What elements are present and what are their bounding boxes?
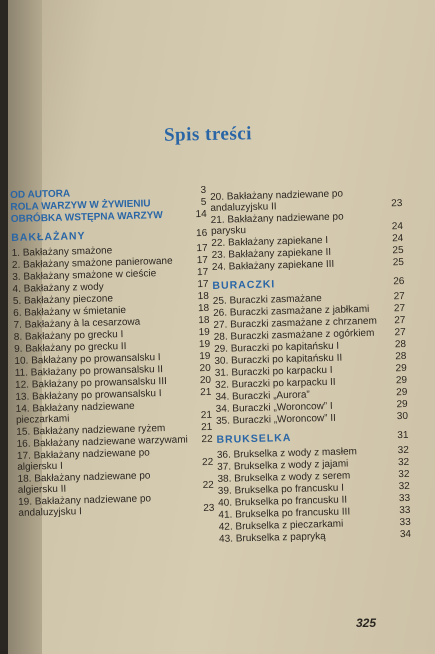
toc-entry-page: 32 (398, 468, 410, 481)
toc-entry-page: 33 (398, 492, 411, 505)
toc-entry-title: 34. Buraczki „Woroncow” I (215, 400, 333, 415)
toc-entry-page: 24 (391, 220, 404, 233)
book-page (8, 0, 435, 654)
toc-entry-title: 16. Bakłażany nadziewane warzywami (16, 434, 188, 450)
toc-entry-title: 38. Brukselka z wody z serem (217, 470, 351, 485)
toc-entry-page: 19 (198, 326, 210, 339)
toc-section (212, 276, 404, 292)
toc-entry-page: 33 (399, 504, 411, 517)
toc-entry-page: 18 (197, 302, 210, 315)
toc-entry-page: 17 (197, 278, 209, 291)
toc-entry-title: 26. Buraczki zasmażane z jabłkami (213, 303, 370, 319)
toc-entry-page: 29 (396, 398, 408, 411)
toc-section (11, 228, 207, 244)
toc-entry-page: 23 (391, 197, 403, 210)
toc-entry-page: 27 (393, 302, 406, 315)
toc-entry-page: 27 (394, 326, 406, 339)
toc-entry-page: 24 (392, 232, 404, 245)
toc-entry-title: 2. Bakłażany smażone panierowane (11, 255, 173, 271)
toc-entry-page: 29 (396, 386, 408, 399)
page-title: Spis treści (163, 123, 253, 146)
toc-entry-title: 36. Brukselka z wody z masłem (216, 446, 358, 461)
toc-entry-page: 22 (202, 479, 214, 492)
toc-entry-page: 28 (395, 350, 407, 363)
toc-entry-page: 32 (397, 456, 410, 469)
toc-entry-title: 19. Bakłażany nadziewane po andaluzyjsku I (18, 493, 152, 519)
toc-right-column (210, 187, 411, 546)
toc-entry-page: 31 (397, 429, 409, 442)
toc-entry-page: 28 (394, 338, 407, 351)
toc-entry-title: 41. Brukselka po francusku III (218, 506, 351, 521)
toc-entry-title: 18. Bakłażany nadziewane po algiersku II (17, 470, 151, 496)
toc-entry (18, 492, 215, 519)
toc-entry-page: 21 (201, 421, 213, 434)
toc-entry-title: 28. Buraczki zasmażane z ogórkiem (213, 327, 375, 343)
toc-left-column (10, 185, 215, 520)
toc-entry-title: BAKŁAŻANY (11, 230, 86, 244)
page-number: 325 (356, 616, 377, 630)
toc-entry-title: 22. Bakłażany zapiekane I (211, 234, 329, 249)
toc-entry-page: 29 (395, 374, 408, 387)
toc-entry-title: 43. Brukselka z papryką (218, 531, 326, 545)
toc-entry-title: 31. Buraczki po karpacku I (214, 364, 333, 379)
toc-entry-page: 25 (392, 244, 404, 257)
toc-entry-page: 14 (195, 208, 207, 221)
toc-section (216, 430, 408, 446)
toc-entry-page: 29 (395, 362, 407, 375)
toc-entry-title: 24. Bakłażany zapiekane III (211, 258, 335, 273)
toc-entry-page: 5 (200, 196, 207, 209)
toc-entry-title: 15. Bakłażany nadziewane ryżem (16, 423, 166, 438)
toc-entry-title: 35. Buraczki „Woroncow” II (215, 412, 336, 427)
toc-entry-page: 27 (393, 290, 405, 303)
toc-entry-page: 27 (394, 314, 406, 327)
toc-entry-title: 1. Bakłażany smażone (11, 245, 113, 259)
toc-entry-page: 21 (200, 409, 213, 422)
toc-entry-title: 14. Bakłażany nadziewane pieczarkami (15, 400, 135, 426)
toc-entry-page: 23 (203, 502, 215, 515)
toc-entry-title: 30. Buraczki po kapitańsku II (214, 352, 343, 367)
toc-entry-title: 9. Bakłażany po grecku II (14, 341, 127, 355)
toc-entry-page: 18 (198, 314, 210, 327)
toc-entry-page: 19 (198, 338, 211, 351)
toc-entry-title: OD AUTORA (10, 188, 71, 201)
toc-entry-title: 5. Bakłażany pieczone (12, 293, 114, 307)
toc-entry-page: 17 (196, 254, 209, 267)
toc-entry-title: 34. Buraczki „Aurora” (215, 389, 310, 403)
toc-entry-title: ROLA WARZYW W ŻYWIENIU (10, 198, 151, 213)
toc-entry-title: 13. Bakłażany po prowansalsku I (15, 388, 162, 403)
toc-entry-title: 29. Buraczki po kapitańsku I (213, 340, 340, 355)
toc-entry-title: 8. Bakłażany po grecku I (13, 329, 124, 343)
toc-entry-page: 20 (199, 374, 212, 387)
toc-entry-page: 26 (393, 275, 405, 288)
toc-entry-title: 3. Bakłażany smażone w cieście (12, 268, 157, 283)
toc-entry-title: BRUKSELKA (216, 431, 292, 446)
toc-entry-title: 23. Bakłażany zapiekane II (211, 246, 332, 261)
toc-entry-title: 42. Brukselka z pieczarkami (218, 518, 344, 533)
toc-entry-title: 12. Bakłażany po prowansalsku III (14, 375, 167, 391)
toc-entry-page: 22 (201, 456, 214, 469)
toc-entry-title: 20. Bakłażany nadziewane po andaluzyjsku II (210, 188, 344, 214)
toc-entry-title: 27. Buraczki zasmażane z chrzanem (213, 315, 377, 331)
toc-entry-title: 4. Bakłażany z wody (12, 281, 104, 295)
toc-entry-page: 16 (195, 227, 208, 240)
toc-entry-page: 32 (397, 444, 409, 457)
toc-entry-page: 3 (200, 184, 207, 197)
toc-entry-page: 25 (392, 256, 405, 269)
toc-entry-title: 40. Brukselka po francusku II (218, 494, 348, 509)
toc-entry-title: 17. Bakłażany nadziewane po algiersku I (16, 447, 150, 473)
toc-entry-page: 30 (396, 410, 409, 423)
toc-entry-title: 7. Bakłażany à la cesarzowa (13, 316, 141, 331)
toc-entry-title: OBRÓBKA WSTĘPNA WARZYW (10, 210, 163, 225)
toc-entry-page: 21 (200, 386, 212, 399)
toc-entry-page: 18 (197, 290, 209, 303)
toc-entry-title: 11. Bakłażany po prowansalsku II (14, 364, 164, 379)
toc-entry-title: 25. Buraczki zasmażane (212, 293, 322, 307)
toc-entry-title: 6. Bakłażany w śmietanie (13, 305, 127, 319)
toc-entry-title: 39. Brukselka po francusku I (217, 482, 345, 497)
toc-entry-title: 37. Brukselka z wody z jajami (217, 458, 349, 473)
toc-entry-page: 34 (399, 528, 412, 541)
toc-entry-title: 21. Bakłażany nadziewane po parysku (210, 211, 344, 237)
toc-entry-page: 22 (201, 433, 213, 446)
toc-entry-title: BURACZKI (212, 278, 276, 292)
toc-entry-page: 19 (199, 350, 211, 363)
toc-entry-title: 10. Bakłażany po prowansalsku I (14, 352, 161, 367)
toc-entry-page: 17 (196, 266, 209, 279)
toc-entry-page: 32 (398, 480, 410, 493)
toc-entry-page: 20 (199, 362, 211, 375)
toc-entry-title: 32. Buraczki po karpacku II (214, 376, 336, 391)
toc-entry-page: 33 (399, 516, 411, 529)
toc-entry-page: 17 (196, 242, 208, 255)
